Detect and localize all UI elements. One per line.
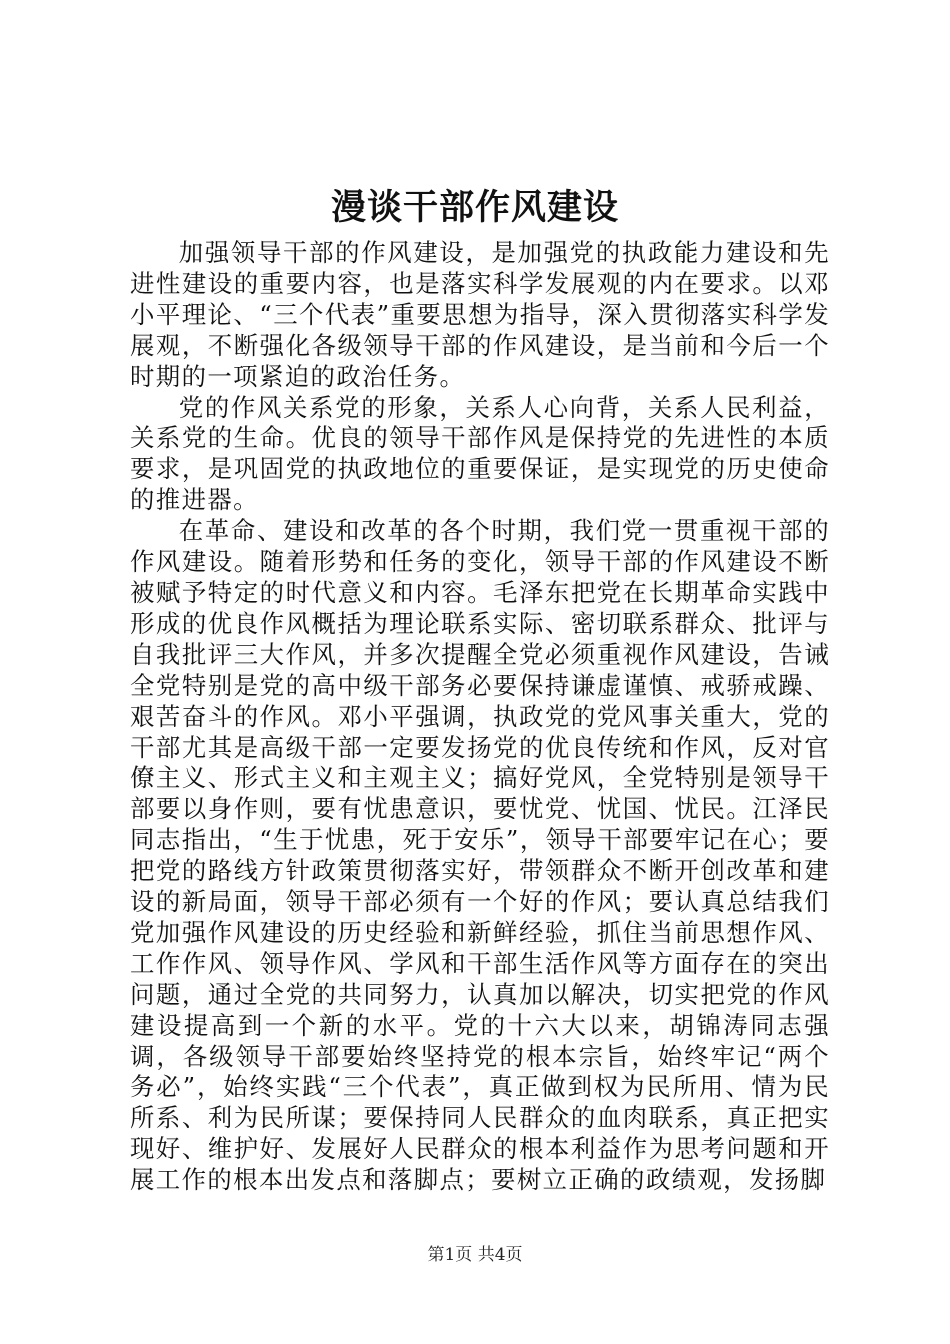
body-paragraph: 党的作风关系党的形象，关系人心向背，关系人民利益，关系党的生命。优良的领导干部作风是保持党的先进性的本质要求，是巩固党的执政地位的重要保证，是实现党的历史使命的推进器。 (130, 392, 830, 515)
body-paragraph: 在革命、建设和改革的各个时期，我们党一贯重视干部的作风建设。随着形势和任务的变化，领导干部的作风建设不断被赋予特定的时代意义和内容。毛泽东把党在长期革命实践中形成的优良作风概括为理论联系实际、密切联系群众、批评与自我批评三大作风，并多次提醒全党必须重视作风建设，告诫全党特别是党的高中级干部务必要保持谦虚谨慎、戒骄戒躁、艰苦奋斗的作风。邓小平强调，执政党的党风事关重大，党的干部尤其是高级干部一定要发扬党的优良传统和作风，反对官僚主义、形式主义和主观主义；搞好党风，全党特别是领导干部要以身作则，要有忧患意识，要忧党、忧国、忧民。江泽民同志指出，“生于忧患，死于安乐”，领导干部要牢记在心；要把党的路线方针政策贯彻落实好，带领群众不断开创改革和建设的新局面，领导干部必须有一个好的作风；要认真总结我们党加强作风建设的历史经验和新鲜经验，抓住当前思想作风、工作作风、领导作风、学风和干部生活作风等方面存在的突出问题，通过全党的共同努力，认真加以解决，切实把党的作风建设提高到一个新的水平。党的十六大以来，胡锦涛同志强调，各级领导干部要始终坚持党的根本宗旨，始终牢记“两个务必”，始终实践“三个代表”，真正做到权为民所用、情为民所系、利为民所谋；要保持同人民群众的血肉联系，真正把实现好、维护好、发展好人民群众的根本利益作为思考问题和开展工作的根本出发点和落脚点；要树立正确的政绩观，发扬脚 (130, 516, 830, 1195)
document-title: 漫谈干部作风建设 (330, 187, 619, 228)
body-paragraph: 加强领导干部的作风建设，是加强党的执政能力建设和先进性建设的重要内容，也是落实科学发展观的内在要求。以邓小平理论、“三个代表”重要思想为指导，深入贯彻落实科学发展观，不断强化各级领导干部的作风建设，是当前和今后一个时期的一项紧迫的政治任务。 (130, 238, 830, 391)
page-number-footer: 第1页 共4页 (427, 1245, 523, 1265)
document-body (130, 238, 830, 1196)
